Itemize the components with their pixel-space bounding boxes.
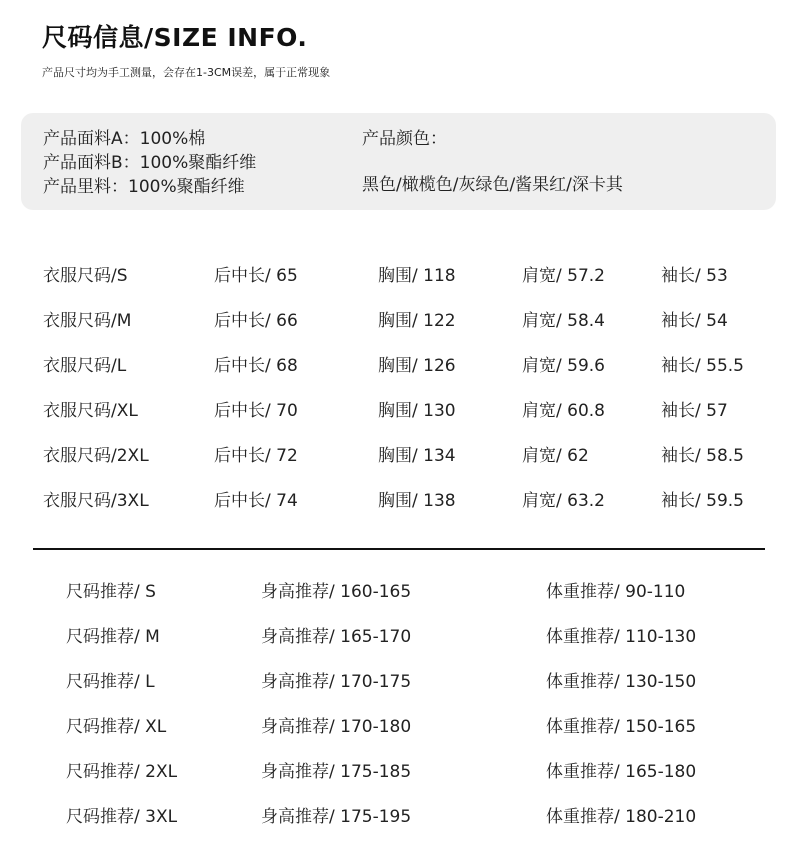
color-list: 黑色/橄榄色/灰绿色/酱果红/深卡其 [362,175,623,195]
recommend-size-cell: 尺码推荐/ S [66,582,156,602]
recommend-size-cell: 尺码推荐/ 2XL [66,762,178,782]
shoulder-cell: 肩宽/ 62 [522,446,589,466]
recommend-height-cell: 身高推荐/ 175-185 [261,762,412,782]
shoulder-cell: 肩宽/ 60.8 [522,401,605,421]
size-cell: 衣服尺码/3XL [43,491,149,511]
recommend-weight-cell: 体重推荐/ 90-110 [546,582,686,602]
sleeve-cell: 袖长/ 55.5 [661,356,744,376]
table-row [0,444,790,468]
table-row [0,670,790,694]
chest-cell: 胸围/ 134 [378,446,456,466]
table-row [0,489,790,513]
color-label: 产品颜色： [362,129,447,149]
recommend-weight-cell: 体重推荐/ 130-150 [546,672,697,692]
length-cell: 后中长/ 72 [214,446,298,466]
recommend-weight-cell: 体重推荐/ 165-180 [546,762,697,782]
chest-cell: 胸围/ 122 [378,311,456,331]
recommend-height-cell: 身高推荐/ 160-165 [261,582,412,602]
size-cell: 衣服尺码/L [43,356,127,376]
chest-cell: 胸围/ 126 [378,356,456,376]
length-cell: 后中长/ 66 [214,311,298,331]
recommend-weight-cell: 体重推荐/ 180-210 [546,807,697,827]
fabric-a-text: 产品面料A：100%棉 [43,129,206,149]
sleeve-cell: 袖长/ 57 [661,401,728,421]
recommend-size-cell: 尺码推荐/ M [66,627,160,647]
fabric-b-text: 产品面料B：100%聚酯纤维 [43,153,257,173]
length-cell: 后中长/ 70 [214,401,298,421]
recommend-size-cell: 尺码推荐/ 3XL [66,807,178,827]
shoulder-cell: 肩宽/ 57.2 [522,266,605,286]
table-row [0,264,790,288]
table-row [0,805,790,829]
page-title: 尺码信息/SIZE INFO. [42,23,308,52]
sleeve-cell: 袖长/ 54 [661,311,728,331]
size-cell: 衣服尺码/2XL [43,446,149,466]
table-row [0,580,790,604]
size-cell: 衣服尺码/XL [43,401,138,421]
recommend-height-cell: 身高推荐/ 170-180 [261,717,412,737]
shoulder-cell: 肩宽/ 63.2 [522,491,605,511]
lining-text: 产品里料：100%聚酯纤维 [43,177,245,197]
table-row [0,399,790,423]
table-row [0,354,790,378]
size-cell: 衣服尺码/M [43,311,132,331]
length-cell: 后中长/ 65 [214,266,298,286]
size-cell: 衣服尺码/S [43,266,128,286]
sleeve-cell: 袖长/ 59.5 [661,491,744,511]
recommend-size-cell: 尺码推荐/ XL [66,717,167,737]
shoulder-cell: 肩宽/ 58.4 [522,311,605,331]
table-row [0,760,790,784]
recommend-weight-cell: 体重推荐/ 110-130 [546,627,697,647]
recommend-height-cell: 身高推荐/ 165-170 [261,627,412,647]
recommend-height-cell: 身高推荐/ 170-175 [261,672,412,692]
recommend-weight-cell: 体重推荐/ 150-165 [546,717,697,737]
table-row [0,715,790,739]
table-row [0,625,790,649]
recommend-height-cell: 身高推荐/ 175-195 [261,807,412,827]
chest-cell: 胸围/ 118 [378,266,456,286]
shoulder-cell: 肩宽/ 59.6 [522,356,605,376]
sleeve-cell: 袖长/ 53 [661,266,728,286]
chest-cell: 胸围/ 138 [378,491,456,511]
length-cell: 后中长/ 74 [214,491,298,511]
table-row [0,309,790,333]
length-cell: 后中长/ 68 [214,356,298,376]
sleeve-cell: 袖长/ 58.5 [661,446,744,466]
section-divider [33,548,765,550]
chest-cell: 胸围/ 130 [378,401,456,421]
fabric-info-panel [21,113,776,210]
measurement-note: 产品尺寸均为手工测量，会存在1-3CM误差，属于正常现象 [42,66,331,79]
recommend-size-cell: 尺码推荐/ L [66,672,155,692]
